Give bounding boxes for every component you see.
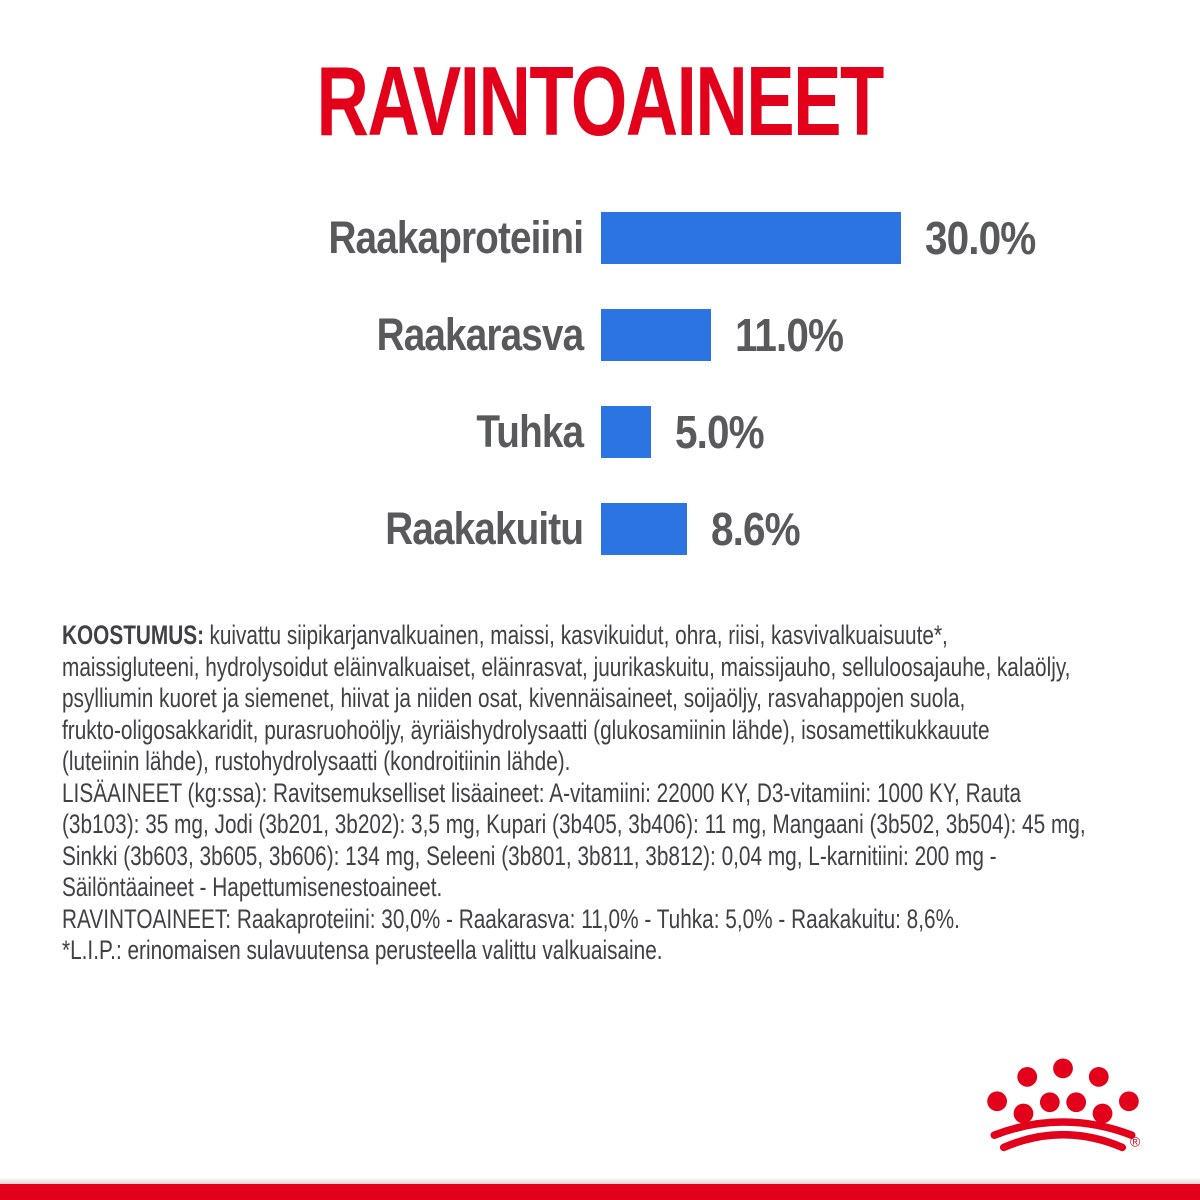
bar-label: Raakaproteiini (328, 212, 583, 263)
page-title-wrap (0, 46, 1200, 156)
bar-value: 30.0% (925, 212, 1036, 264)
composition-line: psylliumin kuoret ja siemenet, hiivat ja niiden osat, kivennäisaineet, soijaöljy, rasvahappojen suola, (62, 683, 966, 713)
nutrient-bar-chart (0, 212, 1200, 600)
chart-row-raakarasva (0, 309, 1200, 361)
bar-raakarasva (601, 309, 711, 361)
composition-line: maissigluteeni, hydrolysoidut eläinvalkuaiset, eläinrasvat, juurikaskuitu, maissijauho, selluloosajauhe, kalaöljy, (62, 651, 1071, 682)
composition-line: (luteiinin lähde), rustohydrolysaatti (kondroitiinin lähde). (62, 746, 571, 776)
composition-line (62, 620, 1140, 652)
additives-line: LISÄAINEET (kg:ssa): Ravitsemukselliset lisäaineet: A-vitamiini: 22000 KY, D3-vitamiini: 1000 KY, Rauta (62, 777, 1022, 808)
additives-line: Sinkki (3b603, 3b605, 3b606): 134 mg, Seleeni (3b801, 3b811, 3b812): 0,04 mg, L-karnitiini: 200 mg - (62, 840, 997, 871)
bar-label-cell (0, 212, 583, 264)
bar-value: 5.0% (675, 406, 764, 458)
bar-tuhka (601, 406, 651, 458)
bar-value: 8.6% (711, 503, 800, 555)
chart-row-tuhka (0, 406, 1200, 458)
composition-text: kuivattu siipikarjanvalkuainen, maissi, kasvikuidut, ohra, riisi, kasvivalkuaisuute*, (209, 620, 948, 650)
chart-row-raakakuitu (0, 503, 1200, 555)
nutrients-summary-line: RAVINTOAINEET: Raakaproteiini: 30,0% - Raakarasva: 11,0% - Tuhka: 5,0% - Raakakuitu: 8,6%. (62, 903, 960, 934)
bar-value: 11.0% (735, 309, 844, 361)
bar-value-cell (711, 502, 812, 556)
lip-footnote-line: *L.I.P.: erinomaisen sulavuutensa perusteella valittu valkuaisaine. (62, 935, 663, 965)
chart-row-raakaproteiini (0, 212, 1200, 264)
bar-value-cell (735, 308, 858, 362)
bar-label: Raakarasva (376, 309, 583, 360)
composition-heading: KOOSTUMUS: (62, 620, 205, 650)
bar-label-cell (0, 309, 583, 361)
composition-text-block (62, 620, 1140, 967)
royal-canin-crown-icon (983, 1056, 1143, 1156)
composition-line: frukto-oligosakkaridit, purasruohoöljy, äyriäishydrolysaatti (glukosamiinin lähde), isosamettikukkauute (62, 714, 990, 745)
bar-label: Raakakuitu (385, 503, 583, 554)
registered-mark: ® (1129, 1133, 1141, 1150)
additives-line: (3b103): 35 mg, Jodi (3b201, 3b202): 3,5 mg, Kupari (3b405, 3b406): 11 mg, Mangaani (3b502, 3b504): 45 mg, (62, 809, 1086, 839)
bar-label-cell (0, 406, 583, 458)
bar-value-cell (925, 211, 1050, 265)
bar-raakakuitu (601, 503, 687, 555)
bar-value-cell (675, 405, 776, 459)
additives-line: Säilöntäaineet - Hapettumisenestoaineet. (62, 872, 443, 902)
page-title: RAVINTOAINEET (316, 46, 884, 156)
bar-label-cell (0, 503, 583, 555)
bottom-red-strip (0, 1184, 1200, 1200)
bar-raakaproteiini (601, 212, 901, 264)
bar-label: Tuhka (476, 406, 583, 457)
